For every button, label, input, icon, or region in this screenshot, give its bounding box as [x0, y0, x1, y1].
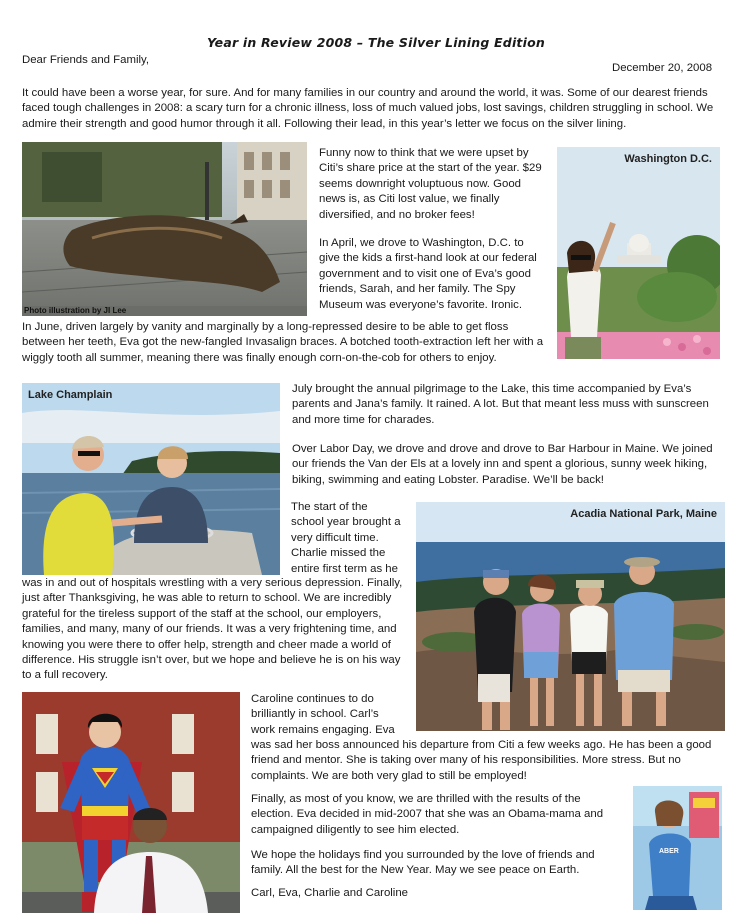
- citi-paragraph: Funny now to think that we were upset by Citi’s share price at the start of the year. $29 seems downright voluptuous now. Good news is, as Citi lost value, we finally diversified, and no broker fees!: [319, 147, 542, 221]
- caroline-line: Caroline continues to do: [251, 693, 374, 705]
- superman-obama-photo: [22, 692, 240, 913]
- lake-champlain-caption: Lake Champlain: [28, 389, 113, 401]
- caroline-paragraph: was sad her boss announced his departure from Citi a few weeks ago. He has been a good friend and mentor. She is taking over many of his responsibilities. More stress. But no complaints. We are both very glad to still be employed!: [251, 739, 712, 782]
- caroline-shirt-text: ABER: [659, 848, 679, 855]
- school-line: The start of the: [291, 501, 368, 513]
- letter-date: December 20, 2008: [612, 62, 713, 74]
- bull-photo: [22, 142, 307, 316]
- letter-title: Year in Review 2008 – The Silver Lining Edition: [207, 35, 545, 50]
- acadia-caption: Acadia National Park, Maine: [570, 508, 717, 520]
- signature: Carl, Eva, Charlie and Caroline: [251, 887, 409, 899]
- caroline-line: brilliantly in school. Carl’s: [251, 708, 379, 721]
- april-paragraph: In April, we drove to Washington, D.C. to give the kids a first-hand look at our federal government and to visit one of Eva’s good friends, Sarah, and her family. The Spy Museum was everyone’s favorite. Ironic.: [319, 237, 537, 311]
- washington-dc-caption: Washington D.C.: [624, 153, 712, 165]
- salutation: Dear Friends and Family,: [22, 54, 150, 66]
- holidays-paragraph: We hope the holidays find you surrounded by the love of friends and family. All the best for the New Year. May we see peace on Earth.: [251, 849, 595, 877]
- june-paragraph: In June, driven largely by vanity and marginally by a long-repressed desire to be able to get floss between her teeth, Eva got the new-fangled Invasalign braces. A botched tooth-extraction left her with a wiggly tooth all summer, meaning there was finally enough corn-on-the-cob for others to enjoy.: [22, 321, 544, 364]
- school-line: school year brought a: [291, 516, 401, 529]
- election-paragraph: Finally, as most of you know, we are thrilled with the results of the election. Eva decided in mid-2007 that she was an Obama-mama and campaigned diligently to see him elected.: [251, 793, 604, 836]
- school-paragraph: was in and out of hospitals wrestling with a very serious depression. Finally, just after Thanksgiving, he was able to return to school. We are incredibly grateful for the tireless support of the staff at the school, our employers, families, and many, many of our friends. It was a very frightening time, and knowing you were there to offer help, strength and cheer made a world of difference. His struggle isn’t over, but we hope and believe he is on his way to a full recovery.: [22, 577, 403, 682]
- caroline-photo: [633, 786, 722, 910]
- photo-credit: Photo illustration by JI Lee: [24, 306, 127, 315]
- acadia-photo: [416, 502, 725, 731]
- school-line: very difficult time.: [291, 531, 379, 544]
- washington-dc-photo: [557, 147, 720, 359]
- labor-day-paragraph: Over Labor Day, we drove and drove and drove to Bar Harbour in Maine. We joined our friends the Van der Els at a lovely inn and spent a glorious, sunny week hiking, biking, swimming and eating Lobster. Paradise. We’ll be back!: [292, 443, 713, 486]
- lake-champlain-photo: [22, 383, 280, 575]
- intro-paragraph: It could have been a worse year, for sure. And for many families in our country and around the world, it was. Some of our dearest friends faced tough challenges in 2008: a scary turn for a chronic illness, loss of much valued jobs, lost savings, children struggling in school. We admire their strength and good humor through it all. Following their lead, in this year’s letter we focus on the silver lining.: [22, 87, 714, 130]
- july-paragraph: July brought the annual pilgrimage to the Lake, this time accompanied by Eva’s parents and Jana’s family. It rained. A lot. But that meant less muss with sunscreen and more time for charades.: [292, 383, 709, 426]
- school-line: entire first term as he: [291, 562, 398, 575]
- school-line: Charlie missed the: [291, 547, 386, 560]
- school-lines: [291, 500, 401, 577]
- caroline-lines: [251, 692, 395, 738]
- caroline-line: work remains engaging. Eva: [251, 723, 395, 736]
